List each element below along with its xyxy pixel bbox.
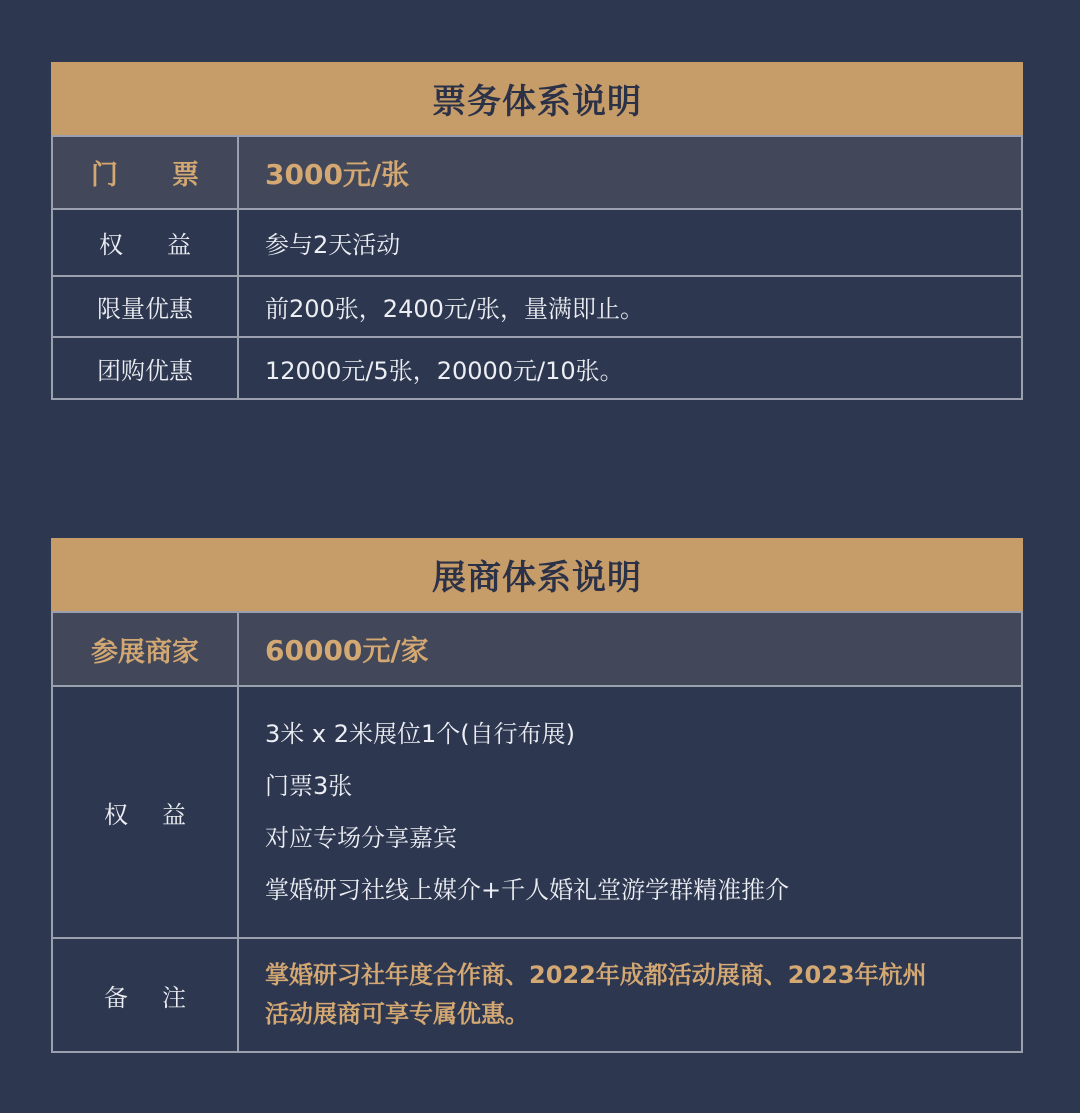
exhibitor-price-value: 60000元/家	[238, 612, 1022, 686]
exhibitor-note-row	[52, 938, 1022, 1052]
benefit-item: 门票3张	[265, 772, 353, 800]
limited-offer-row	[52, 276, 1022, 337]
ticket-system-title: 票务体系说明	[51, 62, 1023, 135]
exhibitor-price-row	[52, 612, 1022, 686]
exhibitor-benefit-label: 权益	[52, 686, 238, 938]
ticket-price-row	[52, 136, 1022, 209]
exhibitor-system-title: 展商体系说明	[51, 538, 1023, 611]
exhibitor-benefit-list	[238, 686, 1022, 938]
limited-offer-value: 前200张，2400元/张，量满即止。	[238, 276, 1022, 337]
note-line: 掌婚研习社年度合作商、2022年成都活动展商、2023年杭州	[265, 961, 927, 989]
exhibitor-note-text	[238, 938, 1022, 1052]
group-offer-row	[52, 337, 1022, 399]
ticket-benefit-value: 参与2天活动	[238, 209, 1022, 276]
benefit-item: 3米 x 2米展位1个(自行布展)	[265, 720, 575, 748]
ticket-benefit-row	[52, 209, 1022, 276]
exhibitor-benefit-row	[52, 686, 1022, 938]
benefit-item: 对应专场分享嘉宾	[265, 824, 457, 852]
note-line: 活动展商可享专属优惠。	[265, 1000, 529, 1028]
exhibitor-price-label: 参展商家	[52, 612, 238, 686]
ticket-price-label: 门票	[52, 136, 238, 209]
benefit-item: 掌婚研习社线上媒介+千人婚礼堂游学群精准推介	[265, 876, 790, 904]
exhibitor-note-label: 备注	[52, 938, 238, 1052]
exhibitor-system-panel	[51, 538, 1023, 1053]
ticket-table	[51, 135, 1023, 400]
group-offer-label: 团购优惠	[52, 337, 238, 399]
ticket-system-panel	[51, 62, 1023, 400]
ticket-benefit-label: 权益	[52, 209, 238, 276]
limited-offer-label: 限量优惠	[52, 276, 238, 337]
ticket-price-value: 3000元/张	[238, 136, 1022, 209]
group-offer-value: 12000元/5张，20000元/10张。	[238, 337, 1022, 399]
exhibitor-table	[51, 611, 1023, 1053]
